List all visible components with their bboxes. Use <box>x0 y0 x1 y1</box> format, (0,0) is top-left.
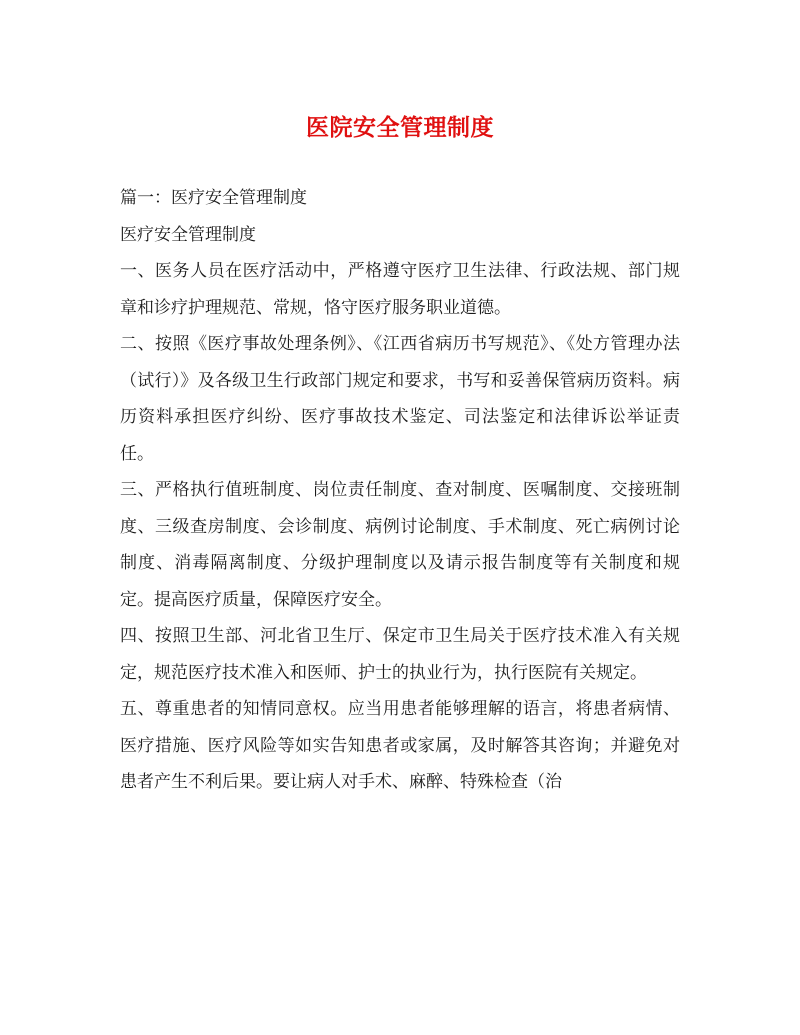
paragraph-item-1: 一、医务人员在医疗活动中，严格遵守医疗卫生法律、行政法规、部门规章和诊疗护理规范、常规，恪守医疗服务职业道德。 <box>120 261 680 318</box>
paragraph-item-5: 五、尊重患者的知情同意权。应当用患者能够理解的语言，将患者病情、医疗措施、医疗风险等如实告知患者或家属，及时解答其咨询；并避免对患者产生不利后果。要让病人对手术、麻醉、特殊检查（治 <box>120 699 680 792</box>
paragraph-subheading: 医疗安全管理制度 <box>120 224 256 245</box>
paragraph-item-3: 三、严格执行值班制度、岗位责任制度、查对制度、医嘱制度、交接班制度、三级查房制度、会诊制度、病例讨论制度、手术制度、死亡病例讨论制度、消毒隔离制度、分级护理制度以及请示报告制度等有关制度和规定。提高医疗质量，保障医疗安全。 <box>120 480 680 610</box>
document-title: 医院安全管理制度 <box>306 114 494 141</box>
paragraph-section-heading: 篇一：医疗安全管理制度 <box>120 188 307 208</box>
document-body <box>120 180 680 801</box>
paragraph-item-2: 二、按照《医疗事故处理条例》、《江西省病历书写规范》、《处方管理办法（试行）》及各级卫生行政部门规定和要求，书写和妥善保管病历资料。病历资料承担医疗纠纷、医疗事故技术鉴定、司法鉴定和法律诉讼举证责任。 <box>120 334 680 464</box>
paragraph-item-4: 四、按照卫生部、河北省卫生厅、保定市卫生局关于医疗技术准入有关规定，规范医疗技术准入和医师、护士的执业行为，执行医院有关规定。 <box>120 626 680 683</box>
